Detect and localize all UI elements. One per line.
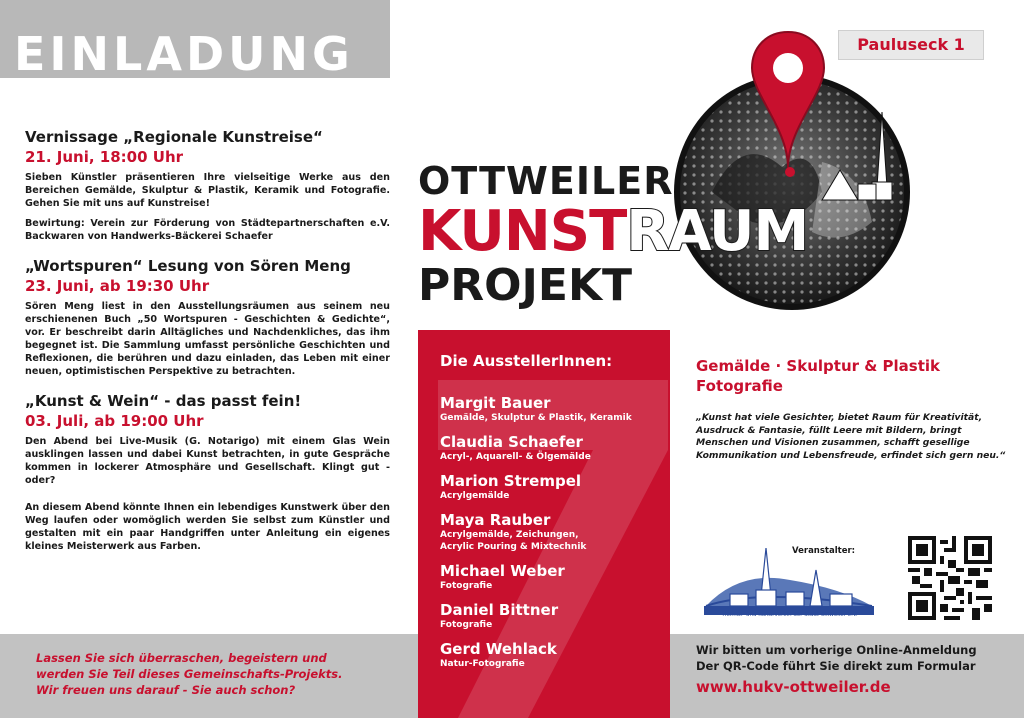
- slogan-line: werden Sie Teil dieses Gemeinschafts-Projekts.: [36, 667, 343, 681]
- address-badge: Pauluseck 1: [838, 30, 984, 60]
- artist-desc: Fotografie: [440, 620, 493, 630]
- slogan: [36, 650, 366, 698]
- event-title: „Wortspuren“ Lesung von Sören Meng: [25, 257, 351, 275]
- events-column: [25, 128, 390, 567]
- event-date: 21. Juni, 18:00 Uhr: [25, 148, 184, 166]
- event-extra: An diesem Abend könnte Ihnen ein lebendiges Kunstwerk über den Weg laufen oder womöglich werden Sie selbst zum Künstler und gestalten mit ein paar Handgriffen unter Anleitung ein eigenes kleines Meisterwerk aus Farben.: [25, 502, 390, 552]
- artist-desc: Natur-Fotografie: [440, 659, 525, 669]
- quote-line: Ausdruck & Fantasie, füllt Leere mit Bildern, bringt: [696, 424, 962, 436]
- list-item: [440, 433, 665, 463]
- artist-name: Marion Strempel: [440, 472, 582, 490]
- event-description: Sören Meng liest in den Ausstellungsräumen aus seinem neu erschienenen Buch „50 Wortspuren - Geschichten & Gedichte“, vor. Er beschreibt darin Alltägliches und Nachdenkliches, das ihm begegnet ist. Die Sammlung umfasst persönliche Geschichten und Reflexionen, die berühren und dazu einladen, das Leben mit einer neuen, optimistischen Perspektive zu betrachten.: [25, 301, 390, 377]
- title-kunstraum: [418, 199, 809, 264]
- quote-line: Menschen und Visionen zusammen, schafft gesellige: [696, 437, 970, 448]
- categories-and-quote: [696, 356, 1006, 462]
- event-date: 03. Juli, ab 19:00 Uhr: [25, 412, 204, 430]
- registration-info: [696, 642, 1016, 698]
- artist-name: Michael Weber: [440, 562, 565, 580]
- title-projekt: PROJEKT: [418, 260, 633, 311]
- artist-desc: Acrylgemälde, Zeichungen, Acrylic Pouring & Mixtechnik: [440, 530, 587, 552]
- slogan-line: Wir freuen uns darauf - Sie auch schon?: [36, 683, 296, 697]
- categories-line: Gemälde · Skulptur & Plastik: [696, 357, 941, 375]
- qr-code[interactable]: [908, 536, 992, 620]
- artist-name: Gerd Wehlack: [440, 640, 557, 658]
- event-catering: Bewirtung: Verein zur Förderung von Städtepartnerschaften e.V. Backwaren von Handwerks-Bäckerei Schaefer: [25, 218, 390, 242]
- title-kunst: KUNST: [418, 199, 627, 264]
- categories-line: Fotografie: [696, 377, 783, 395]
- exhibitors-panel: [418, 330, 670, 718]
- list-item: [440, 562, 665, 592]
- artist-desc: Fotografie: [440, 581, 493, 591]
- slogan-line: Lassen Sie sich überraschen, begeistern und: [36, 651, 327, 665]
- event-title: Vernissage „Regionale Kunstreise“: [25, 128, 323, 146]
- event-vernissage: [25, 128, 390, 243]
- exhibitors-heading: Die AusstellerInnen:: [440, 352, 613, 370]
- organizer-label: Veranstalter:: [792, 546, 856, 556]
- artist-name: Maya Rauber: [440, 511, 551, 529]
- quote-line: „Kunst hat viele Gesichter, bietet Raum für Kreativität,: [696, 412, 983, 423]
- quote-line: Kommunikation und Lebensfreude, erfindet sich gern neu.“: [696, 449, 1006, 461]
- project-title: [418, 159, 809, 311]
- artist-desc: Acrylgemälde: [440, 491, 510, 501]
- list-item: [440, 394, 665, 424]
- list-item: [440, 511, 665, 553]
- event-description: Sieben Künstler präsentieren Ihre vielseitige Werke aus den Bereichen Gemälde, Skulptur & Plastik, Keramik und Fotografie. Gehen Sie mit uns auf Kunstreise!: [25, 172, 390, 209]
- event-lesung: [25, 257, 390, 378]
- artist-desc: Gemälde, Skulptur & Plastik, Keramik: [440, 413, 632, 423]
- artist-name: Daniel Bittner: [440, 601, 559, 619]
- title-raum: RAUM: [626, 199, 809, 264]
- event-description: Den Abend bei Live-Musik (G. Notarigo) mit einem Glas Wein ausklingen lassen und dabei Kunst betrachten, in gute Gespräche kommen in lockerer Atmosphäre und Gesellschaft. Klingt gut - oder?: [25, 436, 390, 486]
- location-pin-icon: [748, 28, 828, 178]
- registration-line: Der QR-Code führt Sie direkt zum Formular: [696, 659, 976, 673]
- event-title: „Kunst & Wein“ - das passt fein!: [25, 392, 302, 410]
- list-item: [440, 601, 665, 631]
- artist-name: Margit Bauer: [440, 394, 551, 412]
- event-date: 23. Juni, ab 19:30 Uhr: [25, 277, 210, 295]
- registration-line: Wir bitten um vorherige Online-Anmeldung: [696, 643, 977, 657]
- list-item: [440, 472, 665, 502]
- website-link[interactable]: www.hukv-ottweiler.de: [696, 678, 891, 696]
- event-kunst-wein: [25, 392, 390, 553]
- quote: [696, 412, 1006, 462]
- organizer-caption: Heimat- und Kulturverein der Stadt Ottweiler e.V.: [722, 612, 858, 618]
- artist-desc: Acryl-, Aquarell- & Ölgemälde: [440, 452, 591, 462]
- list-item: [440, 640, 665, 670]
- title-ottweiler: OTTWEILER: [418, 159, 674, 203]
- einladung-heading: EINLADUNG: [14, 30, 354, 78]
- exhibitors-list: [440, 394, 665, 679]
- artist-name: Claudia Schaefer: [440, 433, 583, 451]
